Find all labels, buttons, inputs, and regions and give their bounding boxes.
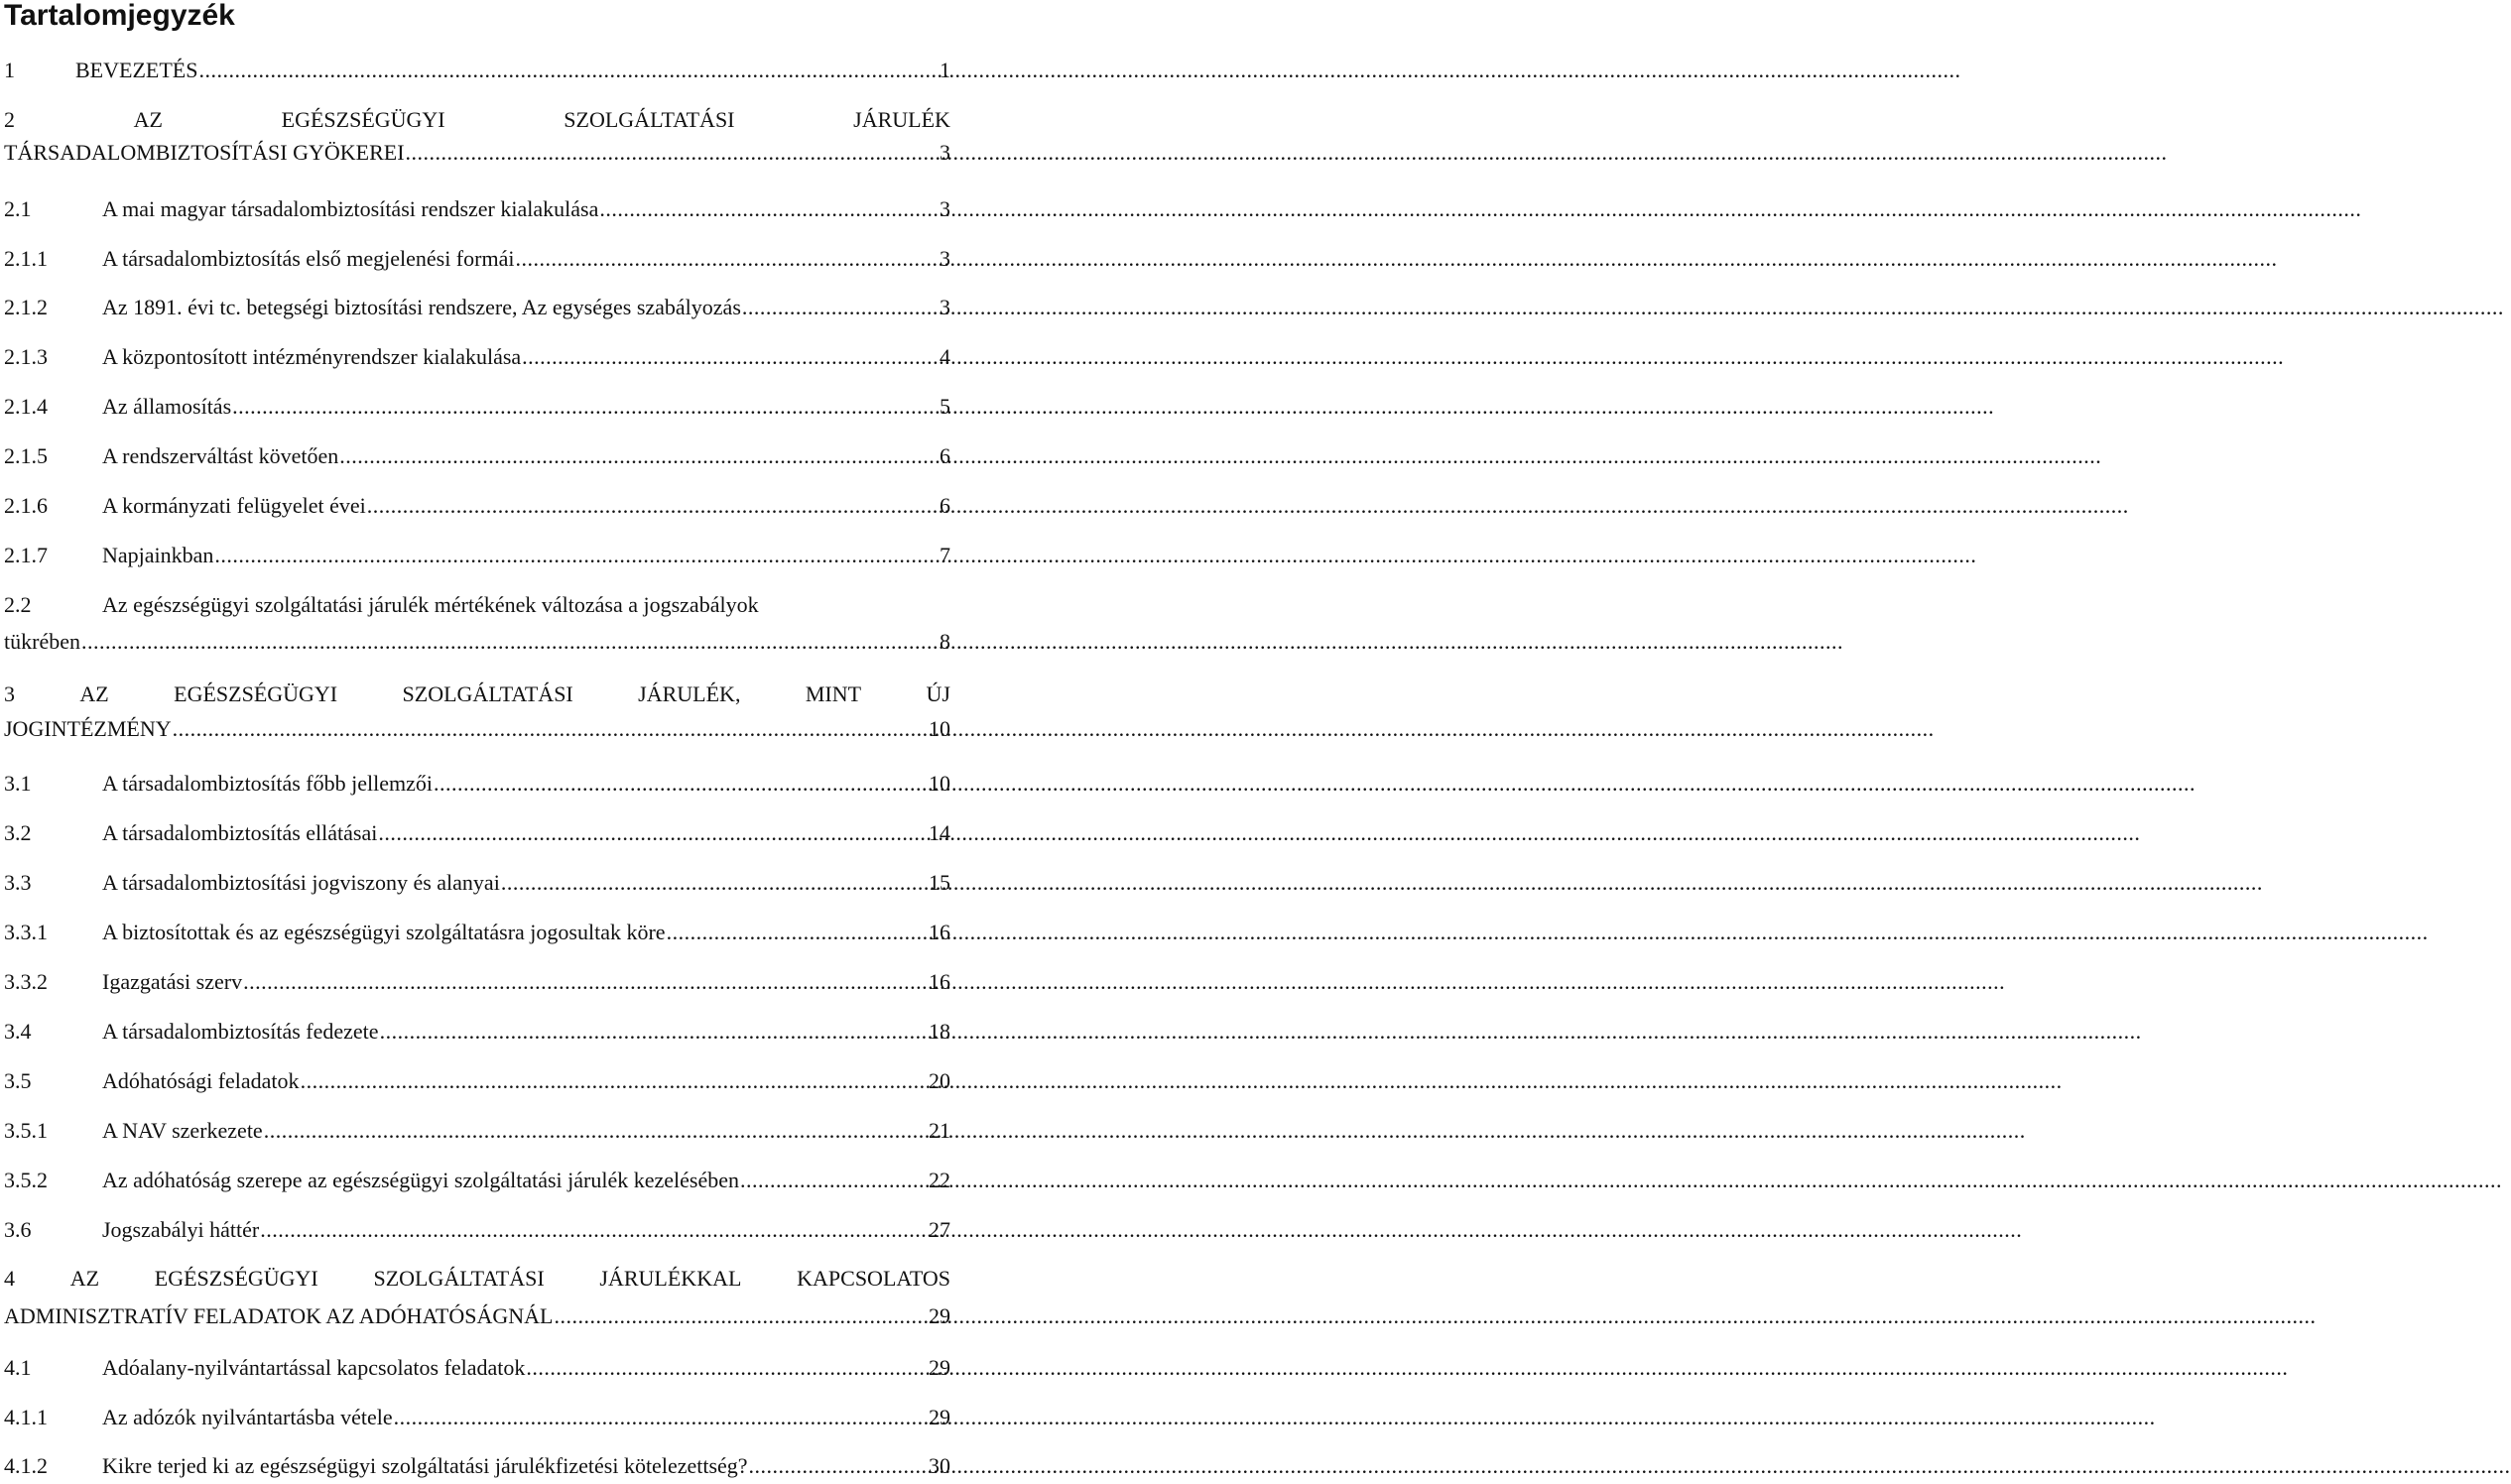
toc-leader [301, 1068, 928, 1093]
toc-entry[interactable] [4, 969, 950, 994]
toc-leader [260, 1217, 928, 1242]
toc-entry[interactable] [4, 394, 950, 419]
toc-leader [378, 820, 928, 845]
toc-leader [243, 969, 928, 994]
toc-number: 4.1.2 [4, 1453, 48, 1478]
toc-entry[interactable] [4, 870, 950, 895]
toc-entry[interactable] [4, 1405, 950, 1429]
toc-entry[interactable] [4, 592, 950, 654]
toc-entry[interactable] [4, 1068, 950, 1093]
toc-word: AZ [79, 681, 109, 706]
toc-entry[interactable] [4, 1168, 950, 1192]
toc-leader [515, 246, 939, 271]
toc-number: 3 [4, 681, 15, 706]
toc-entry[interactable] [4, 543, 950, 567]
toc-leader [742, 295, 939, 319]
toc-word: ÚJ [926, 681, 950, 706]
toc-number: 4.1 [4, 1355, 32, 1380]
toc-justified-line [4, 107, 950, 132]
toc-number: 2.1.1 [4, 246, 48, 271]
toc-number: 2.1.3 [4, 344, 48, 369]
toc-text: A társadalombiztosítás ellátásai [102, 820, 378, 845]
toc-entry[interactable] [4, 493, 950, 518]
toc-text-line1: Az egészségügyi szolgáltatási járulék mértékének változása a jogszabályok [102, 592, 759, 617]
toc-page-number: 27 [929, 1217, 950, 1242]
toc-page-number: 5 [940, 394, 950, 419]
toc-number: 2.1 [4, 196, 32, 221]
toc-page-number: 10 [929, 771, 950, 796]
toc-text: Napjainkban [102, 543, 214, 567]
toc-page-number: 4 [940, 344, 950, 369]
toc-page-number: 3 [940, 246, 950, 271]
toc-page-number: 16 [929, 969, 950, 994]
toc-page-number: 7 [940, 543, 950, 567]
toc-leader [406, 140, 939, 165]
toc-number: 3.5.2 [4, 1168, 48, 1192]
toc-text: ADMINISZTRATÍV FELADATOK AZ ADÓHATÓSÁGNÁL [4, 1303, 554, 1328]
toc-number: 3.5 [4, 1068, 32, 1093]
toc-leader [81, 629, 939, 654]
toc-word: AZ [69, 1266, 100, 1291]
toc-number: 2 [4, 107, 15, 132]
toc-title: Tartalomjegyzék [4, 0, 235, 32]
toc-number: 3.4 [4, 1019, 32, 1044]
toc-word: JÁRULÉK, [638, 681, 741, 706]
toc-text: Adóhatósági feladatok [102, 1068, 300, 1093]
toc-number: 2.1.6 [4, 493, 48, 518]
toc-entry[interactable] [4, 1355, 950, 1380]
toc-leader [434, 771, 928, 796]
toc-page-number: 3 [940, 140, 950, 165]
toc-number: 2.1.2 [4, 295, 48, 319]
toc-text: tükrében [4, 629, 80, 654]
toc-number: 4.1.1 [4, 1405, 48, 1429]
toc-entry[interactable] [4, 107, 950, 165]
toc-number: 3.2 [4, 820, 32, 845]
toc-entry[interactable] [4, 196, 950, 221]
toc-entry[interactable] [4, 443, 950, 468]
toc-word: EGÉSZSÉGÜGYI [281, 107, 445, 132]
toc-text: Jogszabályi háttér [102, 1217, 260, 1242]
toc-page-number: 29 [929, 1303, 950, 1328]
toc-entry[interactable] [4, 1266, 950, 1328]
toc-word: MINT [805, 681, 862, 706]
toc-entry[interactable] [4, 681, 950, 741]
toc-page-number: 6 [940, 443, 950, 468]
toc-word: EGÉSZSÉGÜGYI [154, 1266, 318, 1291]
toc-leader [264, 1118, 928, 1143]
toc-page-number: 30 [929, 1453, 950, 1478]
toc-text: A biztosítottak és az egészségügyi szolgáltatásra jogosultak köre [102, 920, 666, 944]
toc-word: JÁRULÉK [853, 107, 950, 132]
toc-page-number: 22 [929, 1168, 950, 1192]
toc-leader [173, 716, 928, 741]
toc-number: 3.3 [4, 870, 32, 895]
toc-number: 3.5.1 [4, 1118, 48, 1143]
toc-text: Az adóhatóság szerepe az egészségügyi szolgáltatási járulék kezelésében [102, 1168, 739, 1192]
toc-number: 3.3.2 [4, 969, 48, 994]
toc-entry[interactable] [4, 920, 950, 944]
toc-leader [394, 1405, 928, 1429]
toc-entry[interactable] [4, 820, 950, 845]
toc-leader [214, 543, 939, 567]
toc-page-number: 21 [929, 1118, 950, 1143]
toc-page-number: 14 [929, 820, 950, 845]
toc-text: Az adózók nyilvántartásba vétele [102, 1405, 393, 1429]
toc-number: 3.3.1 [4, 920, 48, 944]
toc-page-number: 29 [929, 1355, 950, 1380]
toc-leader [198, 58, 939, 82]
toc-entry[interactable] [4, 246, 950, 271]
toc-leader [749, 1453, 928, 1478]
toc-text: Adóalany-nyilvántartással kapcsolatos feladatok [102, 1355, 526, 1380]
toc-entry[interactable] [4, 771, 950, 796]
toc-leader [232, 394, 939, 419]
toc-leader [367, 493, 939, 518]
toc-word: KAPCSOLATOS [797, 1266, 950, 1291]
toc-page-number: 1 [940, 58, 950, 82]
toc-text: Igazgatási szerv [102, 969, 243, 994]
toc-text: A társadalombiztosítás első megjelenési formái [102, 246, 515, 271]
toc-word: SZOLGÁLTATÁSI [564, 107, 735, 132]
toc-page-number: 15 [929, 870, 950, 895]
toc-number: 2.2 [4, 592, 32, 617]
toc-text: TÁRSADALOMBIZTOSÍTÁSI GYÖKEREI [4, 140, 405, 165]
toc-leader [522, 344, 939, 369]
toc-word: SZOLGÁLTATÁSI [373, 1266, 545, 1291]
toc-leader [501, 870, 928, 895]
toc-word: SZOLGÁLTATÁSI [402, 681, 573, 706]
toc-page-number: 29 [929, 1405, 950, 1429]
toc-entry[interactable] [4, 1217, 950, 1242]
toc-page-number: 8 [940, 629, 950, 654]
toc-page-number: 18 [929, 1019, 950, 1044]
toc-text: A NAV szerkezete [102, 1118, 263, 1143]
toc-justified-line [4, 681, 950, 706]
toc-entry[interactable] [4, 1118, 950, 1143]
toc-text: A mai magyar társadalombiztosítási rendszer kialakulása [102, 196, 599, 221]
toc-number: 2.1.7 [4, 543, 48, 567]
toc-leader [526, 1355, 928, 1380]
toc-page-number: 6 [940, 493, 950, 518]
toc-entry[interactable] [4, 295, 950, 319]
toc-text: Az államosítás [102, 394, 232, 419]
toc-text: A társadalombiztosítás fedezete [102, 1019, 379, 1044]
toc-number: 4 [4, 1266, 15, 1291]
toc-text: A központosított intézményrendszer kialakulása [102, 344, 522, 369]
toc-text: BEVEZETÉS [75, 58, 198, 82]
toc-word: JÁRULÉKKAL [599, 1266, 742, 1291]
toc-entry[interactable] [4, 344, 950, 369]
toc-text: Az 1891. évi tc. betegségi biztosítási rendszere, Az egységes szabályozás [102, 295, 741, 319]
toc-text: Kikre terjed ki az egészségügyi szolgáltatási járulékfizetési kötelezettség? [102, 1453, 748, 1478]
toc-page-number: 3 [940, 196, 950, 221]
toc-page-number: 10 [929, 716, 950, 741]
toc-leader [740, 1168, 928, 1192]
toc-page-number: 3 [940, 295, 950, 319]
toc-text: A kormányzati felügyelet évei [102, 493, 366, 518]
toc-page [0, 0, 952, 1484]
toc-number: 3.6 [4, 1217, 32, 1242]
toc-leader [554, 1303, 928, 1328]
toc-number: 2.1.5 [4, 443, 48, 468]
toc-page-number: 16 [929, 920, 950, 944]
toc-entry[interactable] [4, 1453, 950, 1478]
toc-justified-line [4, 1266, 950, 1291]
toc-text: A rendszerváltást követően [102, 443, 339, 468]
toc-entry[interactable] [4, 58, 950, 82]
toc-number: 2.1.4 [4, 394, 48, 419]
toc-leader [339, 443, 939, 468]
toc-number: 1 [4, 58, 15, 82]
toc-entry[interactable] [4, 1019, 950, 1044]
toc-text: JOGINTÉZMÉNY [4, 716, 172, 741]
toc-word: EGÉSZSÉGÜGYI [174, 681, 338, 706]
toc-leader [667, 920, 928, 944]
toc-word: AZ [133, 107, 163, 132]
toc-leader [599, 196, 939, 221]
toc-text: A társadalombiztosítás főbb jellemzői [102, 771, 433, 796]
toc-text: A társadalombiztosítási jogviszony és alanyai [102, 870, 500, 895]
toc-page-number: 20 [929, 1068, 950, 1093]
toc-number: 3.1 [4, 771, 32, 796]
toc-leader [380, 1019, 928, 1044]
